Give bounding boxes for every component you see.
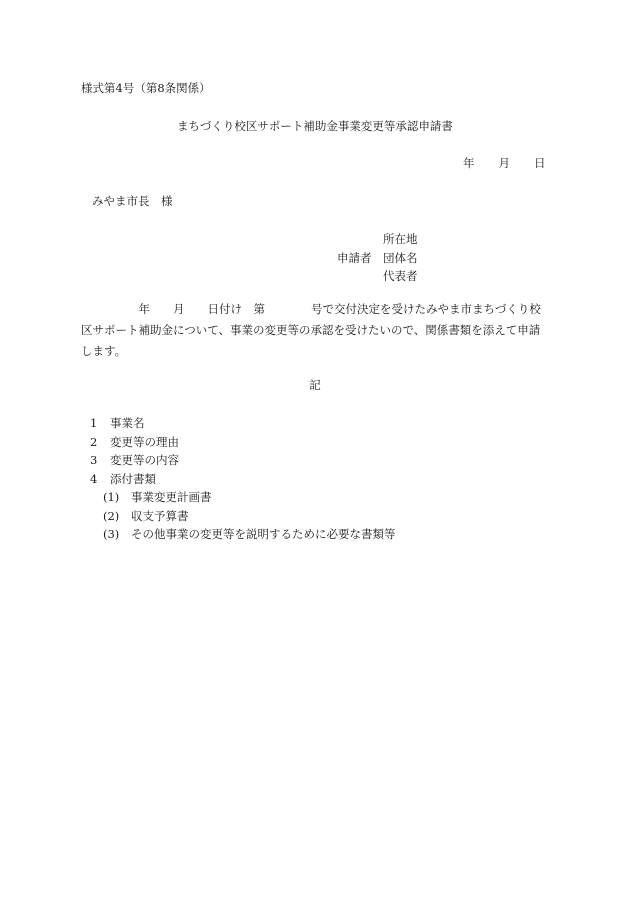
item-label: 変更等の理由: [110, 434, 179, 449]
date-year-label: 年: [463, 156, 475, 170]
addressee: みやま市長 様: [92, 194, 173, 208]
attachment-item: [90, 525, 396, 544]
attachment-number: (1): [103, 490, 120, 504]
attachment-number: (3): [103, 527, 120, 541]
list-item: [90, 470, 396, 489]
form-number: 様式第4号（第8条関係）: [81, 81, 211, 95]
body-line-2: 区サポート補助金について、事業の変更等の承認を受けたいので、関係書類を添えて申請: [81, 323, 541, 337]
applicant-address-row: [337, 230, 418, 249]
applicant-role-label: 申請者: [337, 250, 372, 265]
item-label: 事業名: [110, 416, 145, 430]
attachment-label: 収支予算書: [131, 508, 189, 523]
attachment-number: (2): [103, 508, 120, 523]
attachment-item: [90, 488, 396, 507]
date-line: [463, 155, 546, 171]
applicant-organization-row: [337, 249, 418, 268]
body-line-1: 年 月 日付け 第 号で交付決定を受けたみやま市まちづくり校: [81, 302, 541, 316]
attachment-label: 事業変更計画書: [131, 490, 212, 504]
date-month-label: 月: [498, 156, 510, 170]
body-line-3: します。: [81, 344, 127, 358]
attachment-item: [90, 507, 396, 526]
ki-heading: 記: [309, 378, 321, 392]
representative-label: 代表者: [383, 269, 418, 283]
address-label: 所在地: [383, 232, 418, 246]
document-title: まちづくり校区サポート補助金事業変更等承認申請書: [177, 119, 453, 133]
body-paragraph: [81, 299, 551, 362]
date-day-label: 日: [534, 156, 546, 170]
applicant-block: [337, 230, 418, 286]
item-label: 変更等の内容: [110, 453, 179, 467]
item-label: 添付書類: [110, 471, 156, 486]
organization-label: 団体名: [383, 250, 418, 265]
item-number: 1: [90, 416, 98, 430]
list-item: [90, 451, 396, 470]
attachment-label: その他事業の変更等を説明するために必要な書類等: [131, 527, 396, 541]
item-number: 3: [90, 453, 98, 467]
list-item: [90, 433, 396, 452]
applicant-representative-row: [337, 267, 418, 286]
items-list: [90, 414, 396, 544]
item-number: 4: [90, 471, 98, 486]
item-number: 2: [90, 434, 98, 449]
list-item: [90, 414, 396, 433]
